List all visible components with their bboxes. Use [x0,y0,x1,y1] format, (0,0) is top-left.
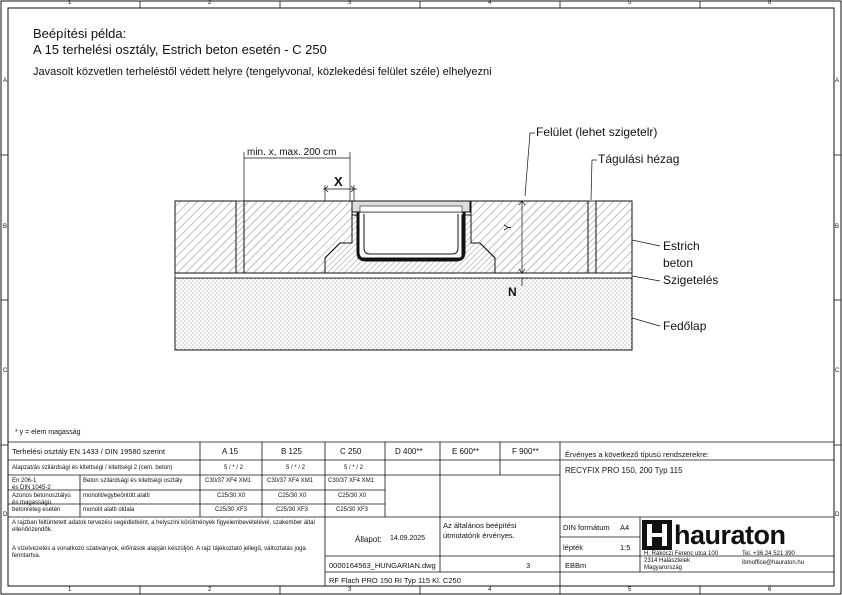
estrich-left-outer [175,201,236,273]
x-label: X [334,174,343,189]
company-phone: Tel. +36 24 521 390 [742,551,795,557]
scale-value: 1:5 [620,543,631,552]
row-marker-b-right: B [835,224,840,230]
col-marker-4-bottom: 4 [488,587,492,593]
row3-left: Beton szilárdsági és kitettségi osztály [83,478,183,484]
company-logo [640,519,830,551]
row-marker-a-right: A [835,78,840,84]
row5-left: monolit alatti oldala [83,507,135,513]
row-marker-c: C [3,368,8,374]
row4-val-b: C25/30 X0 [278,493,307,499]
col-marker-1: 1 [68,0,72,6]
callout-estrich-1: Estrich [663,239,700,253]
title-line-1: Beépítési példa: [33,26,127,41]
row2-left: Alapzat/ás szilárdsági és kitettségi / kitettségi 2 (cem. beton) [12,465,173,471]
row3-val-c: C30/37 XF4 XM1 [328,478,375,484]
load-class-e600: E 600** [452,447,480,456]
row5-val-c: C25/30 XF3 [336,507,369,513]
channel-inner [364,214,458,254]
estrich-right-outer [596,201,632,273]
validity-title: Érvényes a következő típusú rendszerekre: [565,450,709,459]
col-marker-4: 4 [488,0,492,6]
row4-val-a: C25/30 X0 [217,493,246,499]
note-2: A vízelvezetés a vonatkozó szabványok, előírások alapján készüljön. A rajz tájékoztató jellegű, változtatás joga fenntartva. [12,546,306,559]
row-marker-b: B [3,224,8,230]
status-value: 14.09.2025 [390,535,426,542]
general-note: Az általános beépítési útmutatónk érvényes. [443,521,517,540]
subtitle: Javasolt közvetlen terheléstől védett helyre (tengelyvonal, közlekedési felület széle) elhelyezni [33,66,492,78]
format-label: DIN formátum [563,523,610,532]
grate-slot [360,206,462,212]
col-marker-5-bottom: 5 [628,587,632,593]
status-label: Állapot: [355,535,382,544]
load-class-header: Terhelési osztály EN 1433 / DIN 19580 szerint [12,447,165,456]
scale-label: lépték [563,543,584,552]
row4-val-c: C25/30 X0 [338,493,367,499]
norm-block-2: Azonos betonosztályú és magasságú betonréteg esetén [12,493,71,513]
insulation-layer [175,273,632,278]
row-marker-c-right: C [835,368,840,374]
row5-val-a: C25/30 XF3 [215,507,248,513]
hauraton-logo-icon [642,520,672,550]
row2-val-a: 5 / * / 2 [224,465,244,471]
callout-surface: Felület (lehet szigetelr) [536,125,658,139]
row3-val-a: C30/37 XF4 XM1 [205,478,252,484]
load-class-b125: B 125 [281,447,302,456]
row4-left: monolit/egybeöntött alatti [83,493,150,499]
row5-val-b: C25/30 XF3 [276,507,309,513]
joint-left [236,201,244,273]
load-class-f900: F 900** [512,447,539,456]
load-class-a15: A 15 [222,447,239,456]
company-address-2: 2314 Halásztelek [644,558,691,564]
sheet-number: 3 [526,561,531,570]
bottom-title: RF Flach PRO 150 RI Typ 115 Kl. C250 [329,576,461,585]
row3-val-b: C30/37 XF4 XM1 [267,478,314,484]
callout-base: Fedőlap [663,319,707,333]
row-marker-d-right: D [835,512,840,518]
col-marker-2-bottom: 2 [208,587,212,593]
validity-value: RECYFIX PRO 150, 200 Typ 115 [565,466,683,475]
language-code: EBBm [565,561,587,570]
company-address-3: Magyarország [644,565,683,571]
title-line-2: A 15 terhelési osztály, Estrich beton esetén - C 250 [33,42,327,57]
load-class-d400: D 400** [395,447,423,456]
drawing-number: 0000164563_HUNGARIAN.dwg [329,561,436,570]
n-label: N [508,285,517,299]
dimension-label: min. x, max. 200 cm [247,147,337,158]
y-label: Y [502,224,514,231]
col-marker-6: 6 [768,0,772,6]
company-email: ibmoffice@hauraton.hu [742,560,805,566]
col-marker-2: 2 [208,0,212,6]
col-marker-3-bottom: 3 [348,587,352,593]
norm-block: En 206-1 és DIN 1045-2 [12,478,51,491]
load-class-c250: C 250 [340,447,362,456]
note-1: A rajzban feltüntetett adatok tervezési segédletként, a helyszíni körülmények figyelembevételével, szakember által ellenőrizendők. [12,520,315,533]
col-marker-5: 5 [628,0,632,6]
brand-name: hauraton [674,520,786,550]
col-marker-1-bottom: 1 [68,587,72,593]
callout-insulation: Szigetelés [663,273,719,287]
base-slab [175,278,632,350]
company-address-1: H. Rákóczi Ferenc utca 100 [644,551,719,557]
callout-estrich-2: beton [663,256,694,270]
col-marker-3: 3 [348,0,352,6]
row-marker-a: A [3,78,8,84]
joint-right [588,201,596,273]
row2-val-c: 5 / * / 2 [344,465,364,471]
footnote: * y = elem magasság [15,429,81,436]
format-value: A4 [620,523,630,532]
col-marker-6-bottom: 6 [768,587,772,593]
channel-body [358,212,464,260]
row2-val-b: 5 / * / 2 [286,465,306,471]
row-marker-d: D [3,512,8,518]
callout-joint: Tágulási hézag [598,152,680,166]
